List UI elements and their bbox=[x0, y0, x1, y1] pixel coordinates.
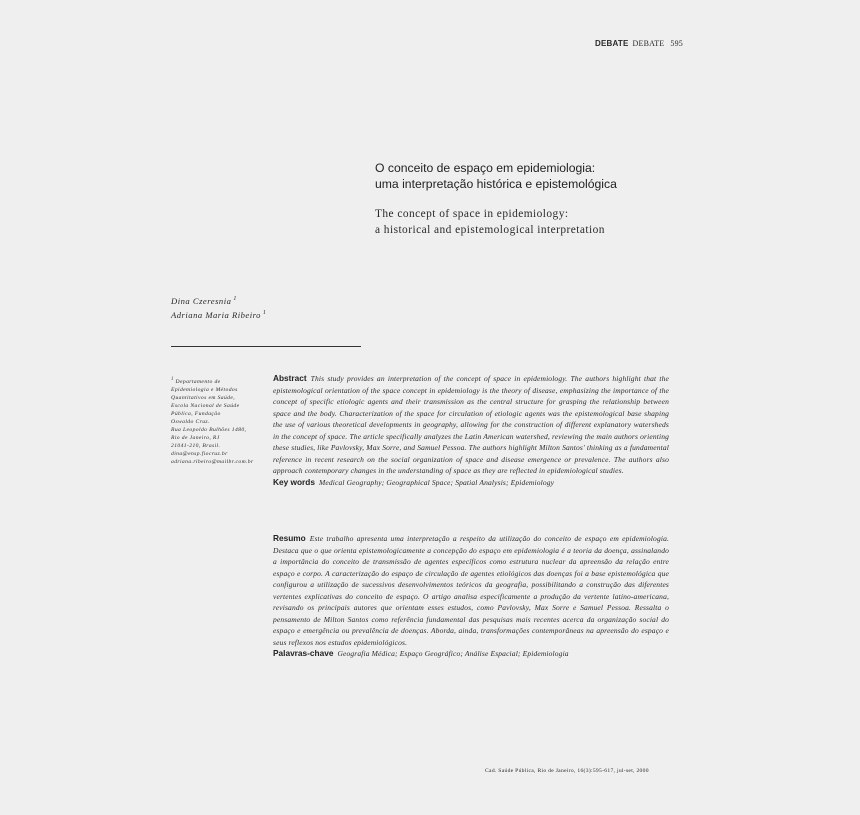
abstract-paragraph bbox=[273, 373, 669, 477]
page-number: 595 bbox=[670, 39, 683, 48]
resumo-section bbox=[273, 533, 669, 660]
affiliation-note bbox=[171, 376, 263, 466]
author-affiliation-mark: 1 bbox=[262, 309, 267, 316]
title-english bbox=[375, 207, 705, 238]
palavras-chave-label: Palavras-chave bbox=[273, 648, 334, 659]
keywords-text: Medical Geography; Geographical Space; Spatial Analysis; Epidemiology bbox=[318, 477, 555, 487]
resumo-label: Resumo bbox=[273, 533, 306, 543]
title-en-line-1: The concept of space in epidemiology: bbox=[375, 208, 569, 220]
author-affiliation-mark: 1 bbox=[233, 296, 237, 302]
resumo-text: Este trabalho apresenta uma interpretação a respeito da utilização do conceito de espaço em epidemiologia. Destaca que o que orienta epistemologicamente a concepção do espaço em epidemiologia é a teoria da doença, assinalando a importância do conceito de transmissão de agentes específicos como estrutura nuclear da apreensão da relação entre espaço e corpo. A caracterização do espaço de circulação de agentes etiológicos das doenças foi a base epistemológica que configurou a utilização de sucessivos desenvolvimentos teóricos da geografia, possibilitando a construção das diferentes vertentes explicativas do conceito de espaço. O artigo analisa especificamente a produção da vertente latino-americana, revisando os principais autores que orientam esses estudos, como Pavlovsky, Max Sorre e Samuel Pessoa. Ressalta o pensamento de Milton Santos como referência fundamental das pesquisas mais recentes acerca da organização social do espaço e emergência ou prevalência de doenças. Aborda, ainda, transformações contemporâneas na apreensão do espaço e seus reflexos nos estudos epidemiológicos. bbox=[273, 534, 669, 647]
abstract-text: This study provides an interpretation of the concept of space in epidemiology. The authors highlight that the epistemological orientation of the space concept in epidemiology is the theory of disease, emphasizing the importance of the concept of specific etiologic agents and their transmission as the central structure for grasping the relationship between space and the body. Characterization of the space for circulation of etiologic agents was the epistemological base shaping the use of various theoretical developments in geography, allowing for the construction of different explanatory watersheds in the concept of space. The article specifically analyzes the Latin American watershed, reviewing the main authors orienting these studies, like Pavlovsky, Max Sorre, and Samuel Pessoa. The authors highlight Milton Santos' thinking as a fundamental reference in recent research on the social organization of space and disease emergence or prevalence. The authors also approach contemporary changes in the understanding of space as they are reflected in epidemiological studies. bbox=[273, 374, 669, 476]
affiliation-text: Departamento de Epidemiologia e Métodos Quantitativos em Saúde, Escola Nacional de Saúde Pública, Fundação Oswaldo Cruz. Rua Leopoldo Bulhões 1480, Rio de Janeiro, RJ 21041-210, Brasil. dina@ensp.fiocruz.br adriana.ribeiro@mailbr.com.br bbox=[171, 378, 254, 466]
title-en-line-2: a historical and epistemological interpretation bbox=[375, 223, 605, 236]
title-pt-line-2: uma interpretação histórica e epistemológica bbox=[375, 176, 617, 191]
author bbox=[171, 307, 361, 321]
abstract-label: Abstract bbox=[273, 373, 307, 383]
title-portuguese bbox=[375, 161, 705, 192]
palavras-chave-line bbox=[273, 648, 669, 660]
section-label-smallcaps: DEBATE bbox=[632, 39, 665, 48]
affiliation-mark: 1 bbox=[171, 377, 174, 382]
author-list bbox=[171, 293, 361, 321]
resumo-paragraph bbox=[273, 533, 669, 648]
section-label: DEBATE bbox=[595, 39, 629, 48]
abstract-section bbox=[273, 373, 669, 488]
palavras-chave-text: Geografia Médica; Espaço Geográfico; Análise Espacial; Epidemiologia bbox=[337, 649, 569, 659]
keywords-label: Key words bbox=[273, 476, 315, 487]
running-header bbox=[595, 39, 683, 48]
keywords-line bbox=[273, 477, 669, 489]
author bbox=[171, 293, 361, 307]
author-divider bbox=[171, 346, 361, 347]
title-pt-line-1: O conceito de espaço em epidemiologia: bbox=[375, 161, 596, 175]
journal-citation: Cad. Saúde Pública, Rio de Janeiro, 16(3):595-617, jul-set, 2000 bbox=[485, 768, 649, 774]
author-name: Adriana Maria Ribeiro bbox=[171, 309, 261, 320]
author-name: Dina Czeresnia bbox=[171, 295, 232, 306]
